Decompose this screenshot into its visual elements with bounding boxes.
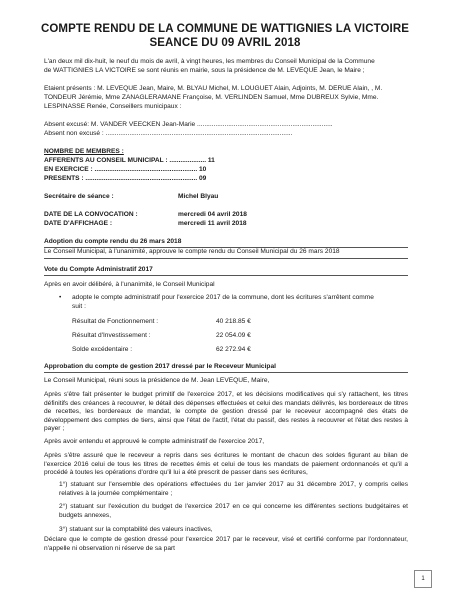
section-3-paragraph-3: Après avoir entendu et approuvé le compte administratif de l'exercice 2017, [44, 438, 265, 445]
members-presents: PRESENTS : ............................................................. 09 [44, 175, 207, 182]
secretaire-label: Secrétaire de séance : [44, 193, 114, 200]
section-3-paragraph-2: Après s'être fait présenter le budget primitif de l'exercice 2017, et les décisions modificatives qui s'y rattachent, les titres définitifs des créances à recouvrer, le détail des dépenses effectuées et celui des mandats délivrés, les bordereaux de titres de recettes, les bordereaux de mandat, le compte de gestion dressé par le receveur accompagné des états de développement des comptes de tiers, ainsi que l'état de l'actif, l'état du passif, des restes à recouvrer et l'état des restes à payer ; [44, 391, 408, 433]
affichage-label: DATE D'AFFICHAGE : [44, 220, 113, 227]
section-2-heading: Vote du Compte Administratif 2017 [44, 266, 153, 273]
members-afferents: AFFERENTS AU CONSEIL MUNICIPAL : .................... 11 [44, 157, 215, 164]
section-3-paragraph-4: Après s'être assuré que le receveur a repris dans ses écritures le montant de chacun des soldes figurant au bilan de l'exercice 2016 celui de tous les titres de recettes émis et celui de tous les mandats de paiement ordonnancés et qu'il a procédé à toutes les opérations d'ordre qu'il lui a été prescrit de passer dans ses écritures, [44, 452, 408, 477]
secretaire-value: Michel Blyau [178, 193, 219, 200]
section-3-paragraph-1: Le Conseil Municipal, réuni sous la présidence de M. Jean LEVEQUE, Maire, [44, 377, 270, 384]
section-1-heading: Adoption du compte rendu du 26 mars 2018 [44, 238, 182, 245]
section-3-paragraph-7: 3°) statuant sur la comptabilité des valeurs inactives, [59, 526, 213, 533]
result-value: 22 054.09 € [216, 332, 251, 339]
section-2-rule [44, 275, 408, 276]
section-3-paragraph-8: Déclare que le compte de gestion dressé pour l'exercice 2017 par le receveur, visé et certifié conforme par l'ordonnateur, n'appelle ni observation ni réserve de sa part [44, 536, 408, 552]
result-value: 62 272.94 € [216, 346, 251, 353]
convocation-label: DATE DE LA CONVOCATION : [44, 211, 138, 218]
section-1-text: Le Conseil Municipal, à l'unanimité, approuve le compte rendu du Conseil Municipal du 26 mars 2018 [44, 248, 340, 255]
section-2-intro: Après en avoir délibéré, à l'unanimité, le Conseil Municipal [44, 281, 215, 288]
presents-line-1: Etaient présents : M. LEVEQUE Jean, Maire, M. BLYAU Michel, M. LOUGUET Alain, Adjoints, M. DERUE Alain, , M. [44, 85, 383, 92]
section-2-bullet-line-1: adopte le compte administratif pour l'exercice 2017 de la commune, dont les écritures s'arrêtent comme [72, 294, 374, 301]
intro-line-2: de WATTIGNIES LA VICTOIRE se sont réunis en mairie, sous la présidence de M. LEVEQUE Jean, le Maire ; [44, 67, 365, 74]
absent-non-excuse: Absent non excusé : ...................................................................................................... [44, 130, 293, 137]
presents-line-3: LESPINASSE Renée, Conseillers municipaux : [44, 103, 182, 110]
convocation-value: mercredi 04 avril 2018 [178, 211, 247, 218]
document-title: COMPTE RENDU DE LA COMMUNE DE WATTIGNIES LA VICTOIRE [40, 23, 410, 35]
section-2-bullet-line-2: suit : [72, 303, 86, 310]
section-3-paragraph-5: 1°) statuant sur l'ensemble des opérations effectuées du 1er janvier 2017 au 31 décembre 2017, y compris celles relatives à la journée complémentaire ; [59, 481, 408, 497]
section-3-paragraph-6: 2°) statuant sur l'exécution du budget de l'exercice 2017 en ce qui concerne les différentes sections budgétaires et budgets annexes, [59, 503, 408, 519]
section-1-rule-bottom [44, 258, 408, 259]
section-3-heading: Approbation du compte de gestion 2017 dressé par le Receveur Municipal [44, 363, 276, 370]
result-label: Résultat d'Investissement : [72, 332, 151, 339]
result-label: Solde excédentaire : [72, 346, 133, 353]
absent-excuse: Absent excusé: M. VANDER VEECKEN Jean-Marie .......................................................................... [44, 121, 333, 128]
members-exercice: EN EXERCICE : ........................................................ 10 [44, 166, 207, 173]
result-value: 40 218.85 € [216, 318, 251, 325]
intro-line-1: L'an deux mil dix-huit, le neuf du mois de avril, à vingt heures, les membres du Conseil Municipal de la Commune [44, 58, 375, 65]
document-subtitle: SEANCE DU 09 AVRIL 2018 [149, 37, 301, 49]
affichage-value: mercredi 11 avril 2018 [178, 220, 247, 227]
bullet-icon: • [59, 294, 62, 301]
members-heading: NOMBRE DE MEMBRES : [44, 148, 124, 155]
section-3-rule [44, 372, 408, 373]
result-label: Résultat de Fonctionnement : [72, 318, 159, 325]
page-number: 1 [414, 570, 432, 588]
presents-line-2: TONDEUR Jérémie, Mme ZANAGLERAMANE Françoise, M. VERLINDEN Samuel, Mme DUBREUX Sylvie, Mme. [44, 94, 379, 101]
